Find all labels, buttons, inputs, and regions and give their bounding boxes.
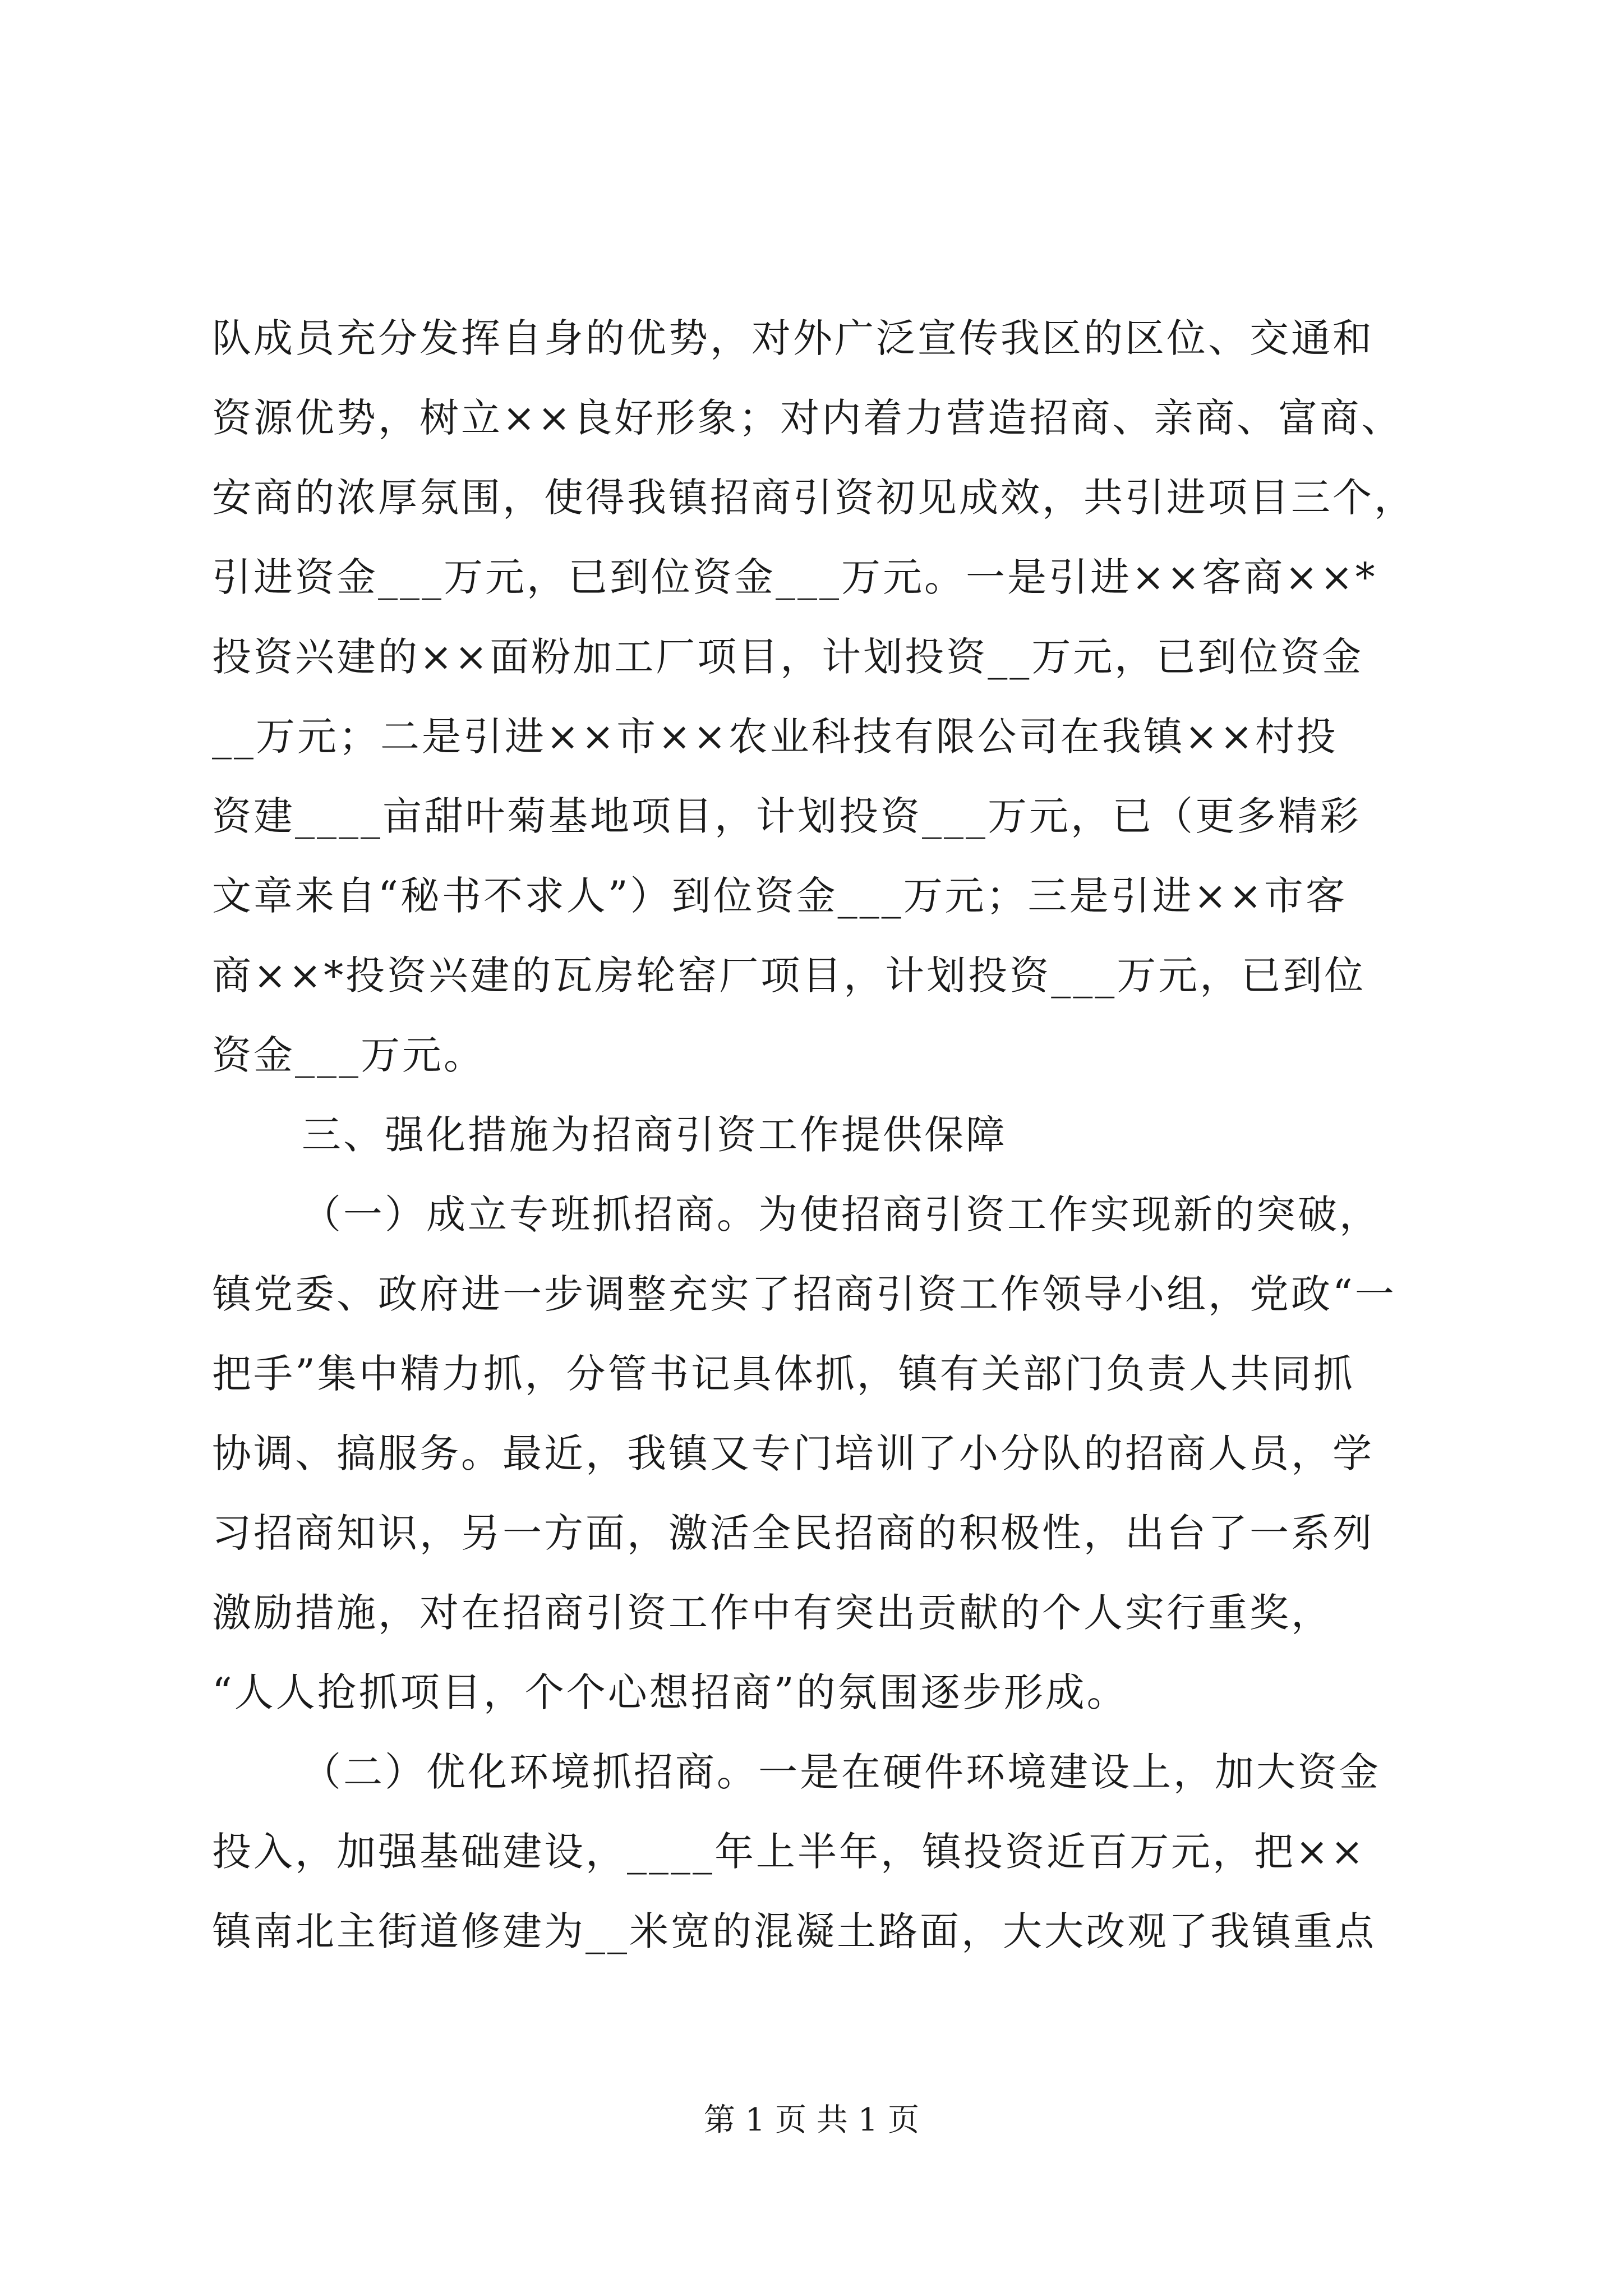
text-line: （二）优化环境抓招商。一是在硬件环境建设上，加大资金 bbox=[302, 1749, 1381, 1795]
text-line: 引进资金___万元，已到位资金___万元。一是引进××客商××* bbox=[212, 554, 1377, 600]
text-line: 资源优势，树立××良好形象；对内着力营造招商、亲商、富商、 bbox=[212, 395, 1403, 441]
text-line: 队成员充分发挥自身的优势，对外广泛宣传我区的区位、交通和 bbox=[212, 315, 1374, 361]
text-line: 激励措施，对在招商引资工作中有突出贡献的个人实行重奖， bbox=[212, 1590, 1332, 1636]
text-line: 文章来自“秘书不求人”）到位资金___万元；三是引进××市客 bbox=[212, 873, 1347, 919]
text-line: 投入，加强基础建设，____年上半年，镇投资近百万元，把×× bbox=[212, 1829, 1366, 1875]
text-line: __万元；二是引进××市××农业科技有限公司在我镇××村投 bbox=[212, 714, 1338, 760]
text-line: 资金___万元。 bbox=[212, 1032, 485, 1078]
text-line: 习招商知识，另一方面，激活全民招商的积极性，出台了一系列 bbox=[212, 1510, 1374, 1556]
text-line: 投资兴建的××面粉加工厂项目，计划投资__万元，已到位资金 bbox=[212, 634, 1364, 680]
text-line: “人人抢抓项目，个个心想招商”的氛围逐步形成。 bbox=[212, 1669, 1128, 1715]
text-line: 安商的浓厚氛围，使得我镇招商引资初见成效，共引进项目三个， bbox=[212, 475, 1415, 521]
page-footer: 第 1 页 共 1 页 bbox=[703, 2102, 920, 2138]
text-line: 商××*投资兴建的瓦房轮窑厂项目，计划投资___万元，已到位 bbox=[212, 953, 1366, 999]
text-line: 资建____亩甜叶菊基地项目，计划投资___万元，已（更多精彩 bbox=[212, 793, 1361, 839]
text-line: 协调、搞服务。最近，我镇又专门培训了小分队的招商人员，学 bbox=[212, 1430, 1374, 1476]
text-line: 镇南北主街道修建为__米宽的混凝土路面，大大改观了我镇重点 bbox=[212, 1908, 1376, 1954]
text-line: 把手”集中精力抓，分管书记具体抓，镇有关部门负责人共同抓 bbox=[212, 1351, 1355, 1397]
text-line: 镇党委、政府进一步调整充实了招商引资工作领导小组，党政“一 bbox=[212, 1271, 1396, 1317]
text-line: （一）成立专班抓招商。为使招商引资工作实现新的突破， bbox=[302, 1191, 1381, 1237]
section-heading: 三、强化措施为招商引资工作提供保障 bbox=[302, 1112, 1007, 1158]
